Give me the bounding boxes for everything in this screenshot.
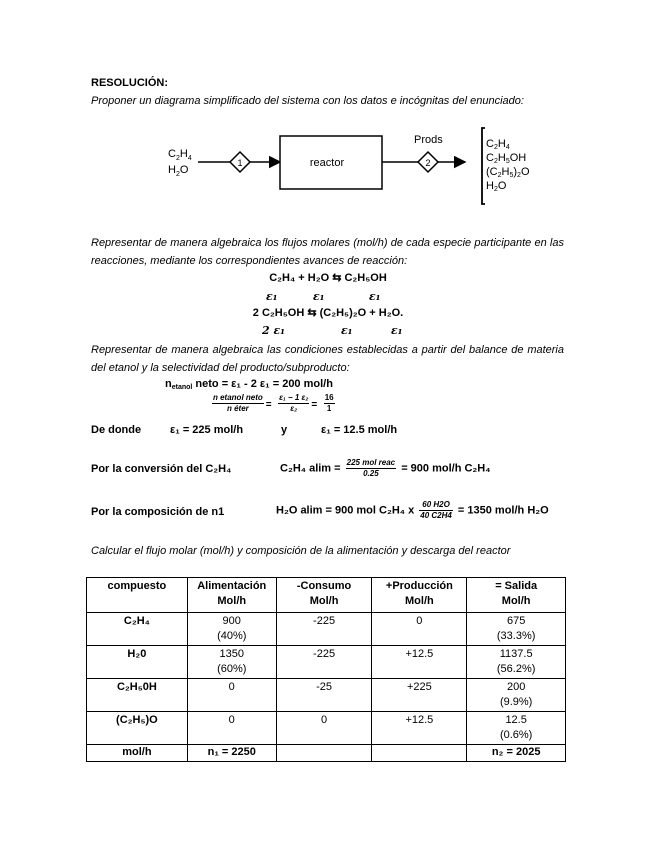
conversion-label: Por la conversión del C₂H₄ [91,463,232,475]
header-compuesto: compuesto [87,578,188,613]
feed-c2h4-label: $C_2H_4$ [168,148,192,162]
intro-text: Proponer un diagrama simplificado del sistema con los datos e incógnitas del enunciado: [91,95,524,107]
equation-neto: $n_{etanol}$ neto = ε₁ - 2 ε₁ = 200 mol/h [165,378,333,391]
reactor-label: reactor [309,157,345,169]
reaction-1: C₂H₄ + H₂O ⇆ C₂H₅OH [269,272,387,284]
product-ethanol: $C_2H_5OH$ [486,152,527,165]
reaction-2-coef-a: 2 ε₁ [262,324,285,337]
paragraph-balance: Representar de manera algebraica las condiciones establecidas a partir del balance de materia del etanol y la selectividad del producto/subproducto: [91,344,564,374]
composition-equation: H₂O alim = 900 mol C₂H₄ x $\frac{60 H2O}{40 C2H4}$ = 1350 mol/h H₂O [276,500,549,520]
composition-frac: $\frac{60 H2O}{40 C2H4}$ [420,500,452,520]
reaction-2-coef-b: ε₁ [341,324,353,337]
dedonde-y: y [281,424,288,436]
product-ether: $(C_2H_5)_2O$ [486,166,530,179]
products-bracket [482,128,485,204]
dedonde-label: De donde [91,424,142,436]
equation-ratio: $\frac{\text{n etanol neto}}{\text{n éter}}$ = $\frac{\text{ε₁ − 1 ε₂}}{\text{ε₂}}$ = $\frac{16}{1}$ [213,393,334,413]
ratio-frac-1: $\frac{\text{n etanol neto}}{\text{n éter}}$ [213,393,263,413]
product-c2h4: $C_2H_4$ [486,138,510,151]
table-row: H₂0 1350 (60%) -225 +12.5 1137.5 (56.2%) [87,646,566,679]
paragraph-flows: Representar de manera algebraica los flujos molares (mol/h) de cada especie participante en las reacciones, mediante los correspondientes avances de reacción: [91,237,564,267]
dedonde-eps2: ε₁ = 12.5 mol/h [321,424,398,436]
prods-label: Prods [414,134,443,146]
conversion-frac: $\frac{\text{225 mol reac}}{0.25}$ [346,458,396,478]
table-row: C₂H₄ 900 (40%) -225 0 675 (33.3%) [87,613,566,646]
header-consumo: -Consumo Mol/h [276,578,372,613]
composition-label: Por la composición de n1 [91,506,225,518]
process-diagram [160,125,540,210]
dedonde-eps1: ε₁ = 225 mol/h [170,424,244,436]
paragraph-calc: Calcular el flujo molar (mol/h) y composición de la alimentación y descarga del reactor [91,545,511,557]
reaction-1-coef-c: ε₁ [369,290,381,303]
reaction-1-coef-b: ε₁ [313,290,325,303]
header-alimentacion: Alimentación Mol/h [187,578,276,613]
stream-1-label: 1 [237,158,243,168]
ratio-frac-2: $\frac{\text{ε₁ − 1 ε₂}}{\text{ε₂}}$ [279,393,309,413]
product-water: $H_2O$ [486,180,507,193]
heading: RESOLUCIÓN: [91,77,168,89]
conversion-equation: C₂H₄ alim = $\frac{\text{225 mol reac}}{0.25}$ = 900 mol/h C₂H₄ [280,458,491,478]
ratio-frac-3: $\frac{16}{1}$ [324,393,334,413]
table-row: C₂H₅0H 0 -25 +225 200 (9.9%) [87,679,566,712]
feed-h2o-label: $H_2O$ [168,164,189,178]
reaction-1-coef-a: ε₁ [266,290,278,303]
table-footer-row: mol/h n₁ = 2250 n₂ = 2025 [87,745,566,762]
reaction-2-coef-c: ε₁ [391,324,403,337]
table-row: (C₂H₅)O 0 0 +12.5 12.5 (0.6%) [87,712,566,745]
products-list [486,137,530,193]
table-header-row [87,578,566,613]
results-table [86,577,566,762]
header-salida: = Salida Mol/h [467,578,566,613]
header-produccion: +Producción Mol/h [372,578,467,613]
stream-2-label: 2 [425,158,431,168]
reaction-2: 2 C₂H₅OH ⇆ (C₂H₅)₂O + H₂O. [252,307,404,319]
